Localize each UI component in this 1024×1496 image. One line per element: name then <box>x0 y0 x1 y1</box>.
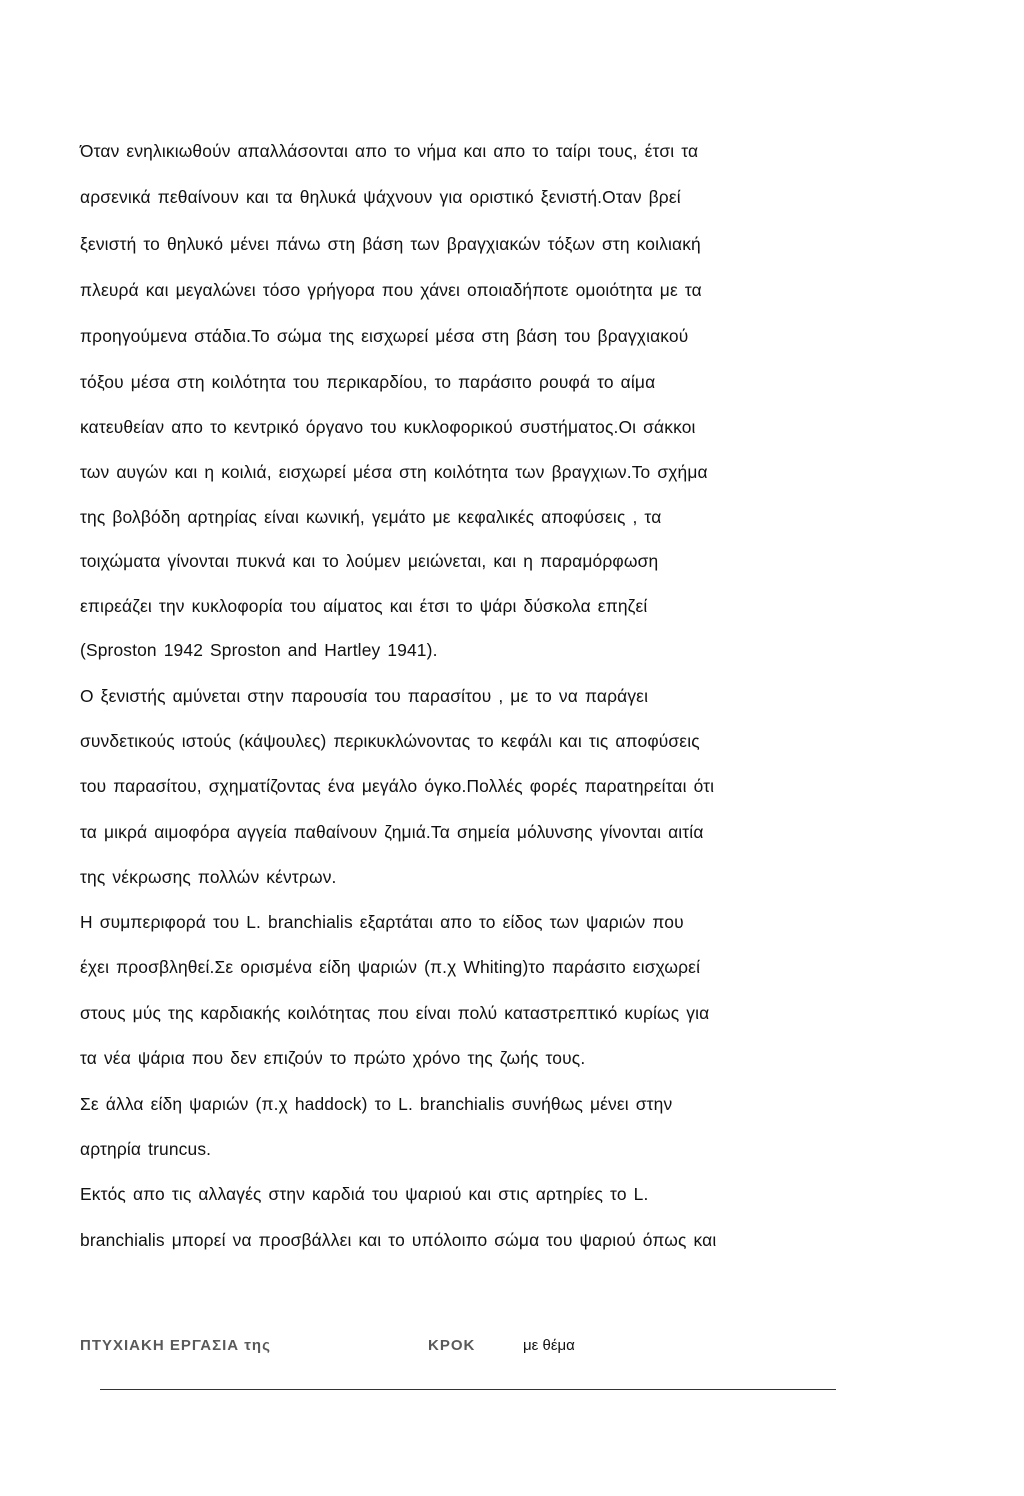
text-line: πλευρά και μεγαλώνει τόσο γρήγορα που χάνει οποιαδήποτε ομοιότητα με τα <box>80 280 702 300</box>
footer-thesis-label: ΠΤΥΧΙΑΚΗ ΕΡΓΑΣΙΑ της <box>80 1337 271 1354</box>
footer-divider <box>100 1389 836 1390</box>
text-line: συνδετικούς ιστούς (κάψουλες) περικυκλώνοντας το κεφάλι και τις αποφύσεις <box>80 731 700 751</box>
text-line: Όταν ενηλικιωθούν απαλλάσονται απο το νήμα και απο το ταίρι τους, έτσι τα <box>80 141 699 161</box>
text-line: ξενιστή το θηλυκό μένει πάνω στη βάση των βραγχιακών τόξων στη κοιλιακή <box>80 234 701 254</box>
text-line: τοιχώματα γίνονται πυκνά και το λούμεν μειώνεται, και η παραμόρφωση <box>80 551 659 571</box>
text-line: κατευθείαν απο το κεντρικό όργανο του κυκλοφορικού συστήματος.Οι σάκκοι <box>80 417 696 437</box>
text-line: έχει προσβληθεί.Σε ορισμένα είδη ψαριών (π.χ Whiting)το παράσιτο εισχωρεί <box>80 957 701 977</box>
text-line: τα μικρά αιμοφόρα αγγεία παθαίνουν ζημιά.Τα σημεία μόλυνσης γίνονται αιτία <box>80 822 704 842</box>
text-line: αρσενικά πεθαίνουν και τα θηλυκά ψάχνουν για οριστικό ξενιστή.Οταν βρεί <box>80 187 681 207</box>
citation-line: (Sproston 1942 Sproston and Hartley 1941). <box>80 640 438 660</box>
footer-topic-label: με θέμα <box>523 1337 575 1354</box>
text-line: προηγούμενα στάδια.Το σώμα της εισχωρεί μέσα στη βάση του βραγχιακού <box>80 326 689 346</box>
text-line: Ο ξενιστής αμύνεται στην παρουσία του παρασίτου , με το να παράγει <box>80 686 649 706</box>
text-line: αρτηρία truncus. <box>80 1139 212 1159</box>
text-line: branchialis μπορεί να προσβάλλει και το υπόλοιπο σώμα του ψαριού όπως και <box>80 1230 717 1250</box>
text-line: τα νέα ψάρια που δεν επιζούν το πρώτο χρόνο της ζωής τους. <box>80 1048 586 1068</box>
text-line: των αυγών και η κοιλιά, εισχωρεί μέσα στη κοιλότητα των βραγχιων.Το σχήμα <box>80 462 708 482</box>
text-line: τόξου μέσα στη κοιλότητα του περικαρδίου, το παράσιτο ρουφά το αίμα <box>80 372 656 392</box>
text-line: Σε άλλα είδη ψαριών (π.χ haddock) το L. branchialis συνήθως μένει στην <box>80 1094 673 1114</box>
footer-author: ΚΡΟΚ <box>428 1337 476 1354</box>
text-line: της βολβόδη αρτηρίας είναι κωνική, γεμάτο με κεφαλικές αποφύσεις , τα <box>80 507 662 527</box>
text-line: στους μύς της καρδιακής κοιλότητας που είναι πολύ καταστρεπτικό κυρίως για <box>80 1003 710 1023</box>
text-line: Εκτός απο τις αλλαγές στην καρδιά του ψαριού και στις αρτηρίες το L. <box>80 1184 649 1204</box>
text-line: του παρασίτου, σχηματίζοντας ένα μεγάλο όγκο.Πολλές φορές παρατηρείται ότι <box>80 776 715 796</box>
text-line: επιρεάζει την κυκλοφορία του αίματος και έτσι το ψάρι δύσκολα επηζεί <box>80 596 648 616</box>
text-line: της νέκρωσης πολλών κέντρων. <box>80 867 337 887</box>
text-line: Η συμπεριφορά του L. branchialis εξαρτάται απο το είδος των ψαριών που <box>80 912 684 932</box>
